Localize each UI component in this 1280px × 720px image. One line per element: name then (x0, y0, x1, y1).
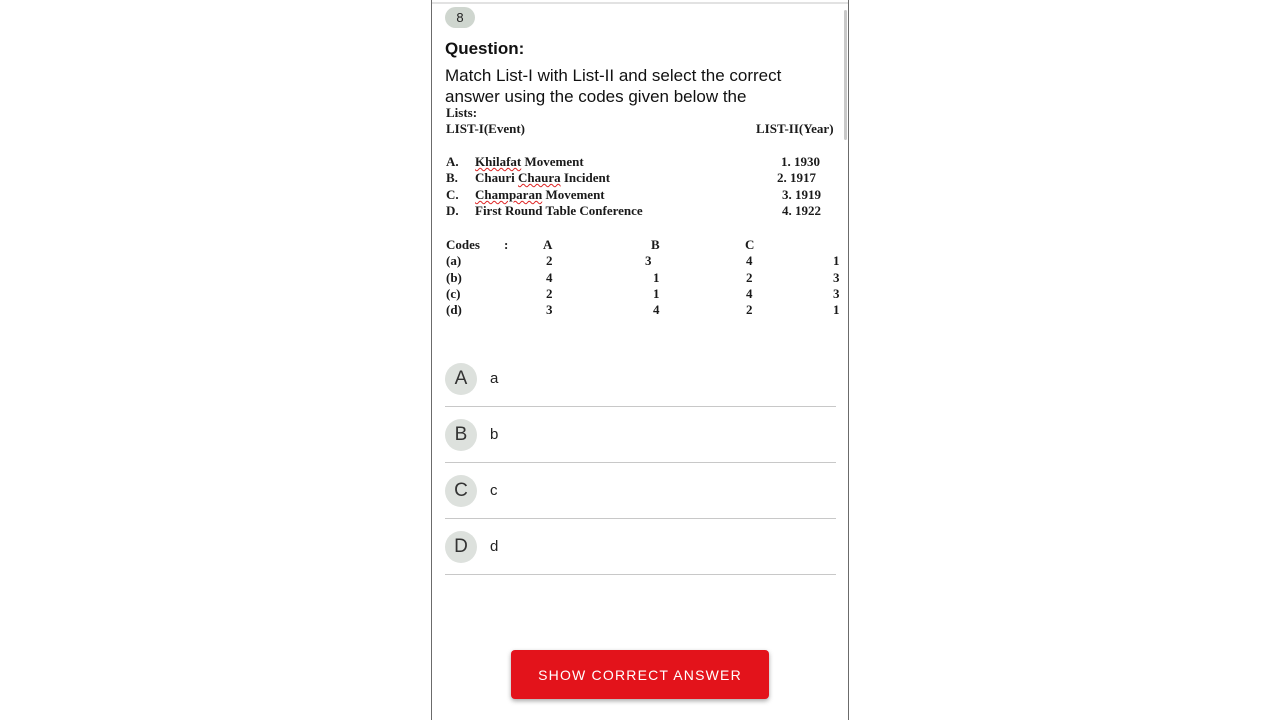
event-letter: B. (446, 170, 458, 185)
answer-options (445, 351, 836, 575)
code-row-label: (d) (446, 302, 462, 317)
code-row-label: (b) (446, 270, 462, 285)
code-row-label: (c) (446, 286, 461, 301)
list1-header: LIST-I(Event) (446, 121, 525, 136)
option-letter-badge: A (445, 363, 477, 395)
code-header: A (543, 237, 553, 252)
option-text: a (490, 370, 499, 387)
code-row-label: (a) (446, 253, 462, 268)
code-value: 2 (546, 286, 553, 301)
option-text: c (490, 482, 498, 499)
event-name: Khilafat Movement (475, 154, 584, 169)
code-value: 4 (546, 270, 553, 285)
event-letter: A. (446, 154, 459, 169)
code-value: 4 (746, 253, 753, 268)
event-name: Champaran Movement (475, 187, 605, 202)
list2-header: LIST-II(Year) (756, 121, 834, 136)
code-value: 1 (653, 286, 660, 301)
option-c[interactable] (445, 463, 836, 519)
question-image (445, 104, 840, 324)
code-value: 4 (653, 302, 660, 317)
phone-screen (431, 0, 849, 720)
event-name: Chauri Chaura Incident (475, 170, 611, 185)
code-value: 1 (833, 302, 840, 317)
option-text: d (490, 538, 499, 555)
code-header: C (745, 237, 755, 252)
option-text: b (490, 426, 499, 443)
code-value: 3 (833, 286, 840, 301)
codes-colon: : (504, 237, 509, 252)
code-value: 1 (833, 253, 840, 268)
question-number-badge: 8 (445, 7, 475, 28)
top-divider (432, 2, 848, 4)
code-value: 3 (546, 302, 553, 317)
event-year: 3. 1919 (782, 187, 821, 202)
codes-label: Codes (446, 237, 480, 252)
code-value: 1 (653, 270, 660, 285)
code-value: 3 (645, 253, 652, 268)
event-name: First Round Table Conference (475, 203, 643, 218)
option-letter-badge: D (445, 531, 477, 563)
option-b[interactable] (445, 407, 836, 463)
option-d[interactable] (445, 519, 836, 575)
option-letter-badge: B (445, 419, 477, 451)
question-text: Match List-I with List-II and select the correct answer using the codes given below the (445, 66, 782, 106)
code-value: 2 (746, 270, 753, 285)
event-year: 2. 1917 (777, 170, 816, 185)
question-heading: Question: (445, 39, 525, 58)
show-correct-answer-button[interactable]: SHOW CORRECT ANSWER (511, 650, 769, 699)
event-year: 4. 1922 (782, 203, 821, 218)
event-letter: C. (446, 187, 459, 202)
code-value: 3 (833, 270, 840, 285)
code-value: 4 (746, 286, 753, 301)
lists-label: Lists: (446, 105, 478, 120)
scrollbar[interactable] (844, 10, 847, 140)
event-letter: D. (446, 203, 459, 218)
event-year: 1. 1930 (781, 154, 820, 169)
option-a[interactable] (445, 351, 836, 407)
option-letter-badge: C (445, 475, 477, 507)
code-value: 2 (746, 302, 753, 317)
code-header: B (651, 237, 660, 252)
code-value: 2 (546, 253, 553, 268)
